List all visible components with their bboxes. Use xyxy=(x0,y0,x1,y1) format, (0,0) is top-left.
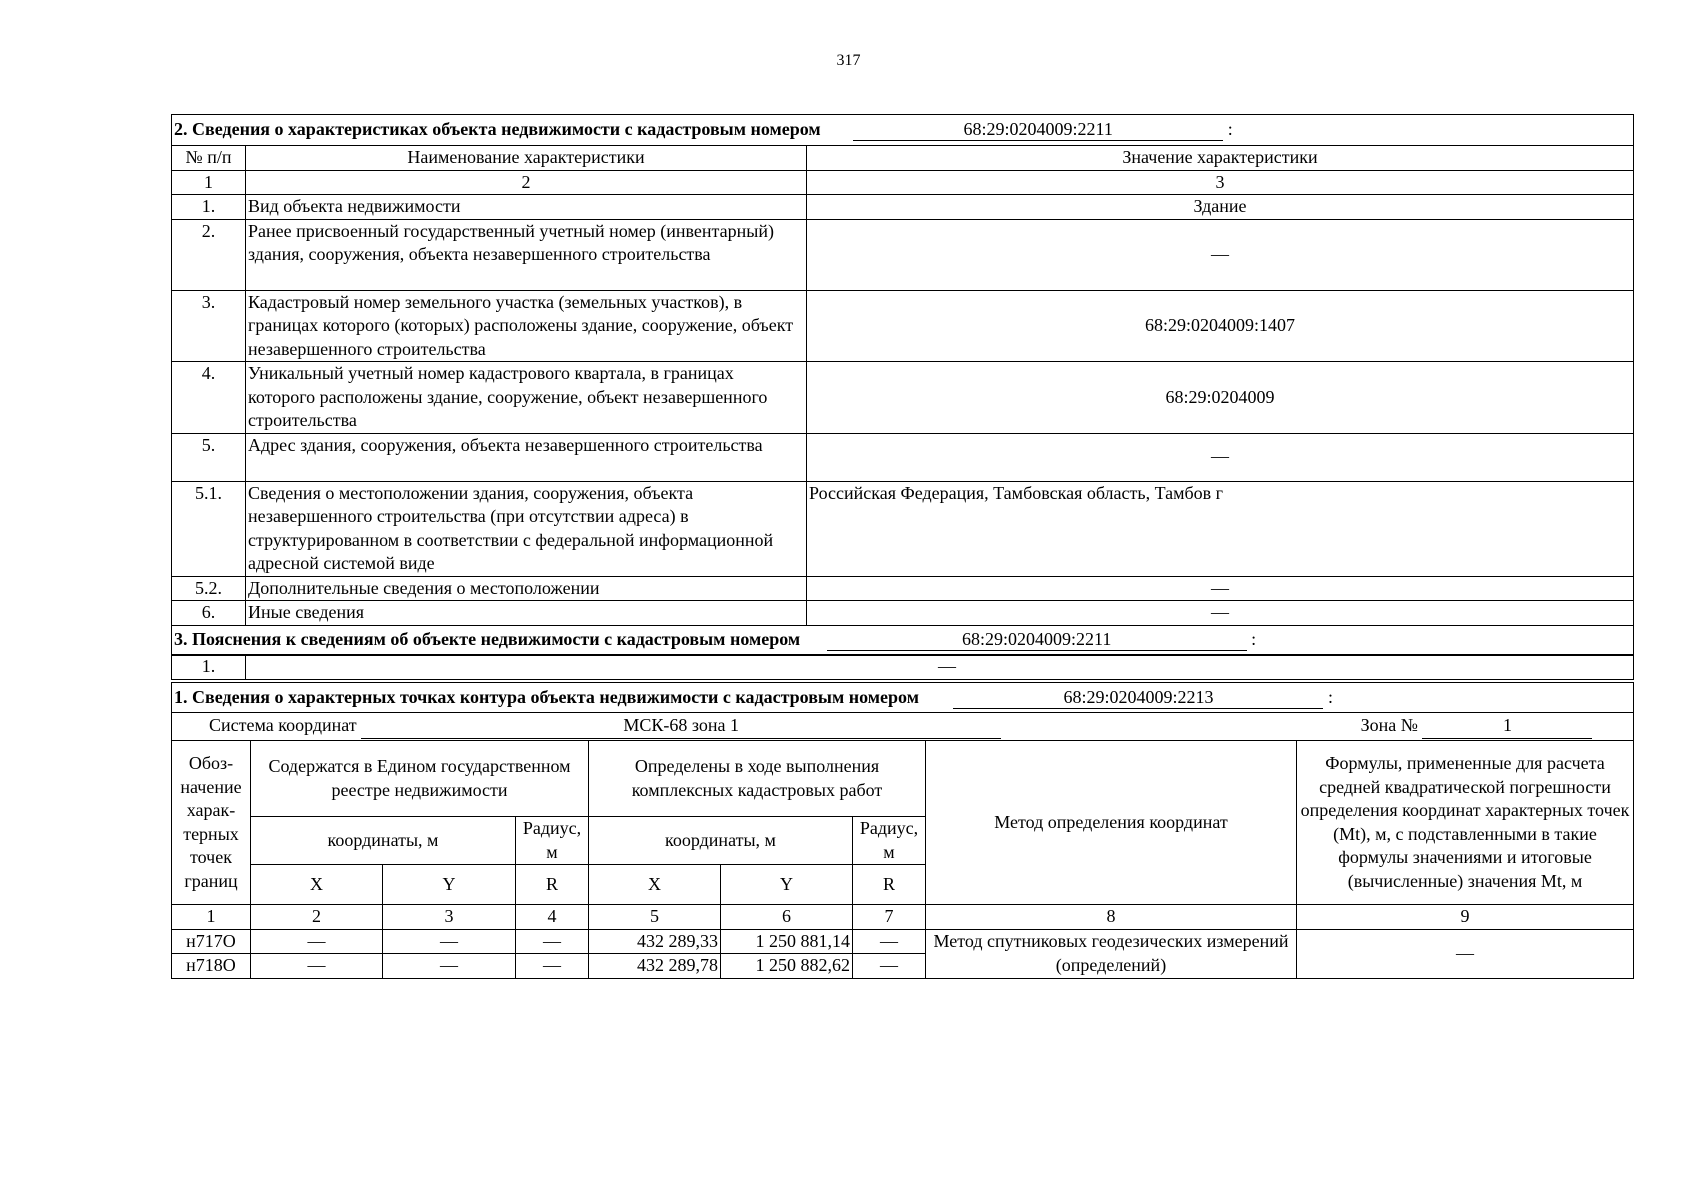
zone-value: 1 xyxy=(1422,714,1592,739)
row-name: Уникальный учетный номер кадастрового квартала, в границах которого расположены здание, сооружение, объект незавершенного строительства xyxy=(246,362,807,434)
row-value: — xyxy=(807,576,1634,601)
header-num: № п/п xyxy=(172,146,246,171)
point-x2: 432 289,33 xyxy=(589,929,721,954)
explanation-value xyxy=(246,655,1634,680)
row-num: 5.1. xyxy=(172,481,246,576)
section1-title-row xyxy=(172,683,1634,713)
explanations-table xyxy=(171,654,1634,680)
determined-radius-label: Радиус, м xyxy=(853,817,926,865)
col-formulas: Формулы, примененные для расчета средней квадратической погрешности определения координат характерных точек (Mt), м, с подставленными в такие формулы значениями и итоговые (вычисленные) значения Mt, м xyxy=(1297,741,1634,905)
point-x2: 432 289,78 xyxy=(589,954,721,979)
col-index: 8 xyxy=(926,905,1297,930)
header-index-1: 1 xyxy=(172,170,246,195)
header-name: Наименование характеристики xyxy=(246,146,807,171)
row-value: — xyxy=(807,601,1634,626)
row-value: 68:29:0204009:1407 xyxy=(807,290,1634,362)
header-value: Значение характеристики xyxy=(807,146,1634,171)
egrn-coords-label: координаты, м xyxy=(251,817,516,865)
table-row xyxy=(172,290,1634,362)
row-name: Ранее присвоенный государственный учетный номер (инвентарный) здания, сооружения, объекта незавершенного строительства xyxy=(246,219,807,290)
coord-system-value: МСК-68 зона 1 xyxy=(361,714,1001,739)
header-index-2: 2 xyxy=(246,170,807,195)
egrn-r-label: R xyxy=(516,865,589,905)
egrn-y-label: Y xyxy=(383,865,516,905)
point-name: н717О xyxy=(172,929,251,954)
coord-system-row xyxy=(172,713,1634,741)
table-row xyxy=(172,219,1634,290)
table-row xyxy=(172,576,1634,601)
point-x1: — xyxy=(251,929,383,954)
row-num: 1. xyxy=(172,195,246,220)
point-x1: — xyxy=(251,954,383,979)
characteristics-table xyxy=(171,114,1634,656)
section3-title: 3. Пояснения к сведениям об объекте недвижимости с кадастровым номером xyxy=(174,629,801,650)
col-determined: Определены в ходе выполнения комплексных кадастровых работ xyxy=(589,741,926,817)
row-name: Иные сведения xyxy=(246,601,807,626)
section2-title: 2. Сведения о характеристиках объекта недвижимости с кадастровым номером xyxy=(174,119,821,140)
row-name: Сведения о местоположении здания, сооружения, объекта незавершенного строительства (при отсутствии адреса) в структурированном в соответствии с федеральной информационной адресной системой виде xyxy=(246,481,807,576)
point-y1: — xyxy=(383,954,516,979)
formula-value: — xyxy=(1297,929,1634,978)
point-r2: — xyxy=(853,929,926,954)
col-index: 2 xyxy=(251,905,383,930)
row-name: Кадастровый номер земельного участка (земельных участков), в границах которого (которых) расположены здание, сооружение, объект незавершенного строительства xyxy=(246,290,807,362)
row-value: Здание xyxy=(807,195,1634,220)
point-y2: 1 250 881,14 xyxy=(721,929,853,954)
table-row xyxy=(172,481,1634,576)
table-row xyxy=(172,195,1634,220)
contour-points-table xyxy=(171,682,1634,979)
section1-title: 1. Сведения о характерных точках контура объекта недвижимости с кадастровым номером xyxy=(174,686,919,707)
col-index: 4 xyxy=(516,905,589,930)
egrn-radius-label: Радиус, м xyxy=(516,817,589,865)
row-num: 6. xyxy=(172,601,246,626)
row-num: 5.2. xyxy=(172,576,246,601)
section3-suffix: : xyxy=(1251,629,1257,650)
header-index-3: 3 xyxy=(807,170,1634,195)
table-row xyxy=(172,362,1634,434)
point-name: н718О xyxy=(172,954,251,979)
method-value: Метод спутниковых геодезических измерений (определений) xyxy=(926,929,1297,978)
explanation-num: 1. xyxy=(172,655,246,680)
table-row xyxy=(172,601,1634,626)
row-value: — xyxy=(807,219,1634,290)
col-designation: Обоз- начение харак- терных точек границ xyxy=(172,741,251,905)
section3-cadastral-number: 68:29:0204009:2211 xyxy=(827,629,1247,651)
point-r2: — xyxy=(853,954,926,979)
col-egrn: Содержатся в Едином государственном реестре недвижимости xyxy=(251,741,589,817)
page-number: 317 xyxy=(836,52,861,69)
row-num: 5. xyxy=(172,433,246,481)
section2-cadastral-number: 68:29:0204009:2211 xyxy=(853,119,1223,141)
point-r1: — xyxy=(516,929,589,954)
col-index: 1 xyxy=(172,905,251,930)
row-value: 68:29:0204009 xyxy=(807,362,1634,434)
egrn-x-label: X xyxy=(251,865,383,905)
determined-x-label: X xyxy=(589,865,721,905)
section3-title-row xyxy=(172,625,1634,655)
col-method: Метод определения координат xyxy=(926,741,1297,905)
coord-system-label: Система координат xyxy=(209,715,357,736)
section1-cadastral-number: 68:29:0204009:2213 xyxy=(953,687,1323,709)
point-y1: — xyxy=(383,929,516,954)
row-value: — xyxy=(807,433,1634,481)
zone-label: Зона № xyxy=(1360,715,1418,736)
section1-suffix: : xyxy=(1327,686,1333,707)
col-index: 6 xyxy=(721,905,853,930)
explanation-text: — xyxy=(938,656,956,676)
table-row xyxy=(172,433,1634,481)
row-num: 2. xyxy=(172,219,246,290)
row-name: Адрес здания, сооружения, объекта незавершенного строительства xyxy=(246,433,807,481)
row-name: Дополнительные сведения о местоположении xyxy=(246,576,807,601)
col-index: 3 xyxy=(383,905,516,930)
col-index: 9 xyxy=(1297,905,1634,930)
section2-title-row xyxy=(172,115,1634,146)
row-num: 4. xyxy=(172,362,246,434)
determined-r-label: R xyxy=(853,865,926,905)
point-r1: — xyxy=(516,954,589,979)
determined-coords-label: координаты, м xyxy=(589,817,853,865)
col-index: 7 xyxy=(853,905,926,930)
row-num: 3. xyxy=(172,290,246,362)
row-value: Российская Федерация, Тамбовская область, Тамбов г xyxy=(807,481,1634,576)
point-y2: 1 250 882,62 xyxy=(721,954,853,979)
section2-suffix: : xyxy=(1227,119,1233,140)
col-index: 5 xyxy=(589,905,721,930)
row-name: Вид объекта недвижимости xyxy=(246,195,807,220)
determined-y-label: Y xyxy=(721,865,853,905)
table-row xyxy=(172,929,1634,954)
